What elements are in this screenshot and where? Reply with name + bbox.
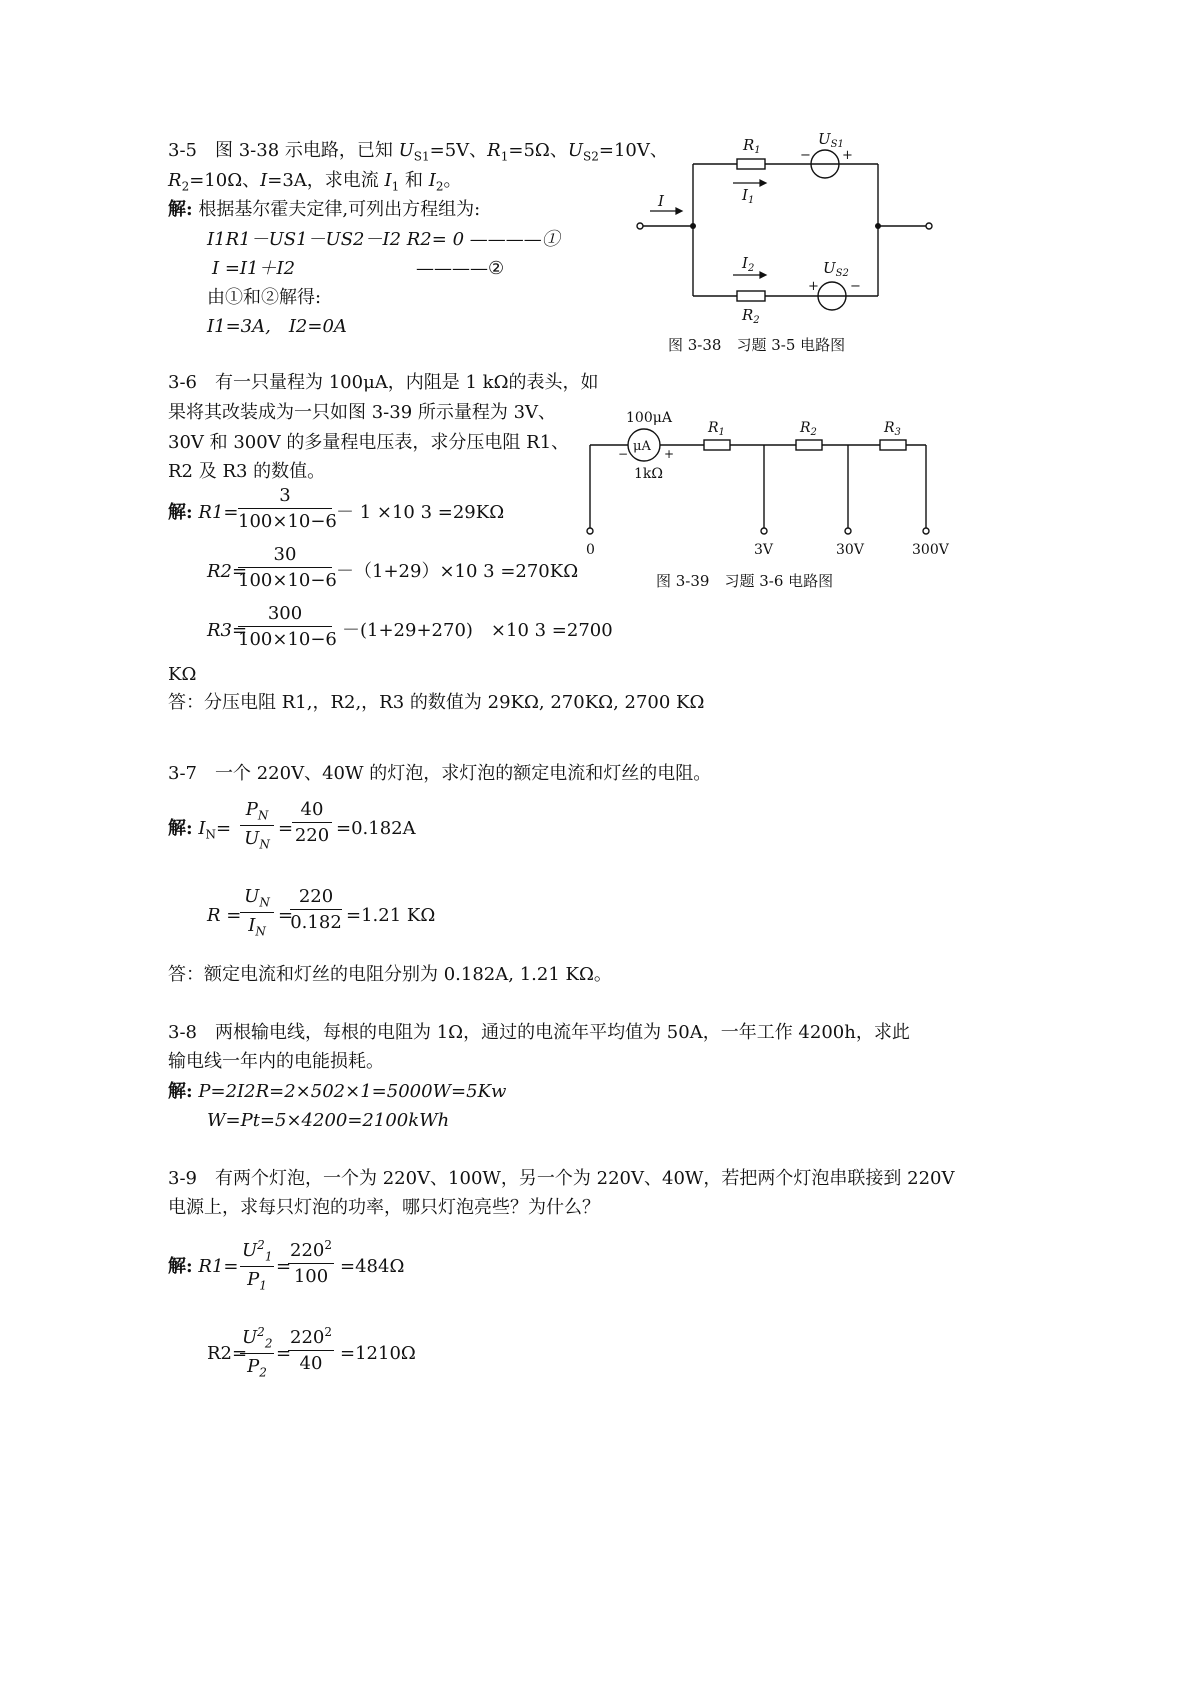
label-r3: $R_3$	[884, 420, 901, 438]
label-us1: $U_{S1}$	[818, 130, 844, 150]
resistor-r2	[796, 440, 822, 450]
equals-sign: =	[278, 818, 294, 839]
r2-result-1210: =1210Ω	[340, 1343, 416, 1364]
sign-us1-minus: −	[800, 148, 811, 163]
resistor-r2	[737, 291, 765, 301]
meter-symbol: μA	[633, 439, 651, 454]
problem-3-5-equation-1: I1R1－US1－US2－I2 R2= 0 ————①	[207, 229, 560, 250]
problem-3-8-solution: 解: P=2I2R=2×502×1=5000W=5Kw	[168, 1081, 507, 1102]
meter-resistance-label: 1kΩ	[634, 466, 663, 482]
problem-3-7-solution-label: 解: $I_N=$	[168, 818, 232, 842]
problem-3-5-line1: 3-5 图 3-38 示电路，已知 $U_{S1}=5V$、$R_1=5\Omega$、$U_{S2}=10V$、	[168, 140, 668, 164]
fraction-r1: 3 100×10−6	[238, 485, 337, 532]
label-us2: $U_{S2}$	[823, 259, 849, 279]
figure-3-38-caption: 图 3-38 习题 3-5 电路图	[668, 336, 846, 354]
problem-3-9-line1: 3-9 有两个灯泡，一个为 220V、100W，另一个为 220V、40W，若把两个灯泡串联接到 220V	[168, 1168, 955, 1189]
problem-3-5-equation-2-tag: ————②	[416, 258, 505, 279]
fraction-pn-un: $P_N$ $U_N$	[240, 801, 274, 850]
problem-3-8-line1: 3-8 两根输电线，每根的电阻为 1Ω，通过的电流年平均值为 50A，一年工作 4200h，求此	[168, 1022, 910, 1043]
problem-3-5-result-intro: 由①和②解得:	[207, 287, 322, 308]
fraction-u1sq-p1: $U^2_1$ $P_1$	[242, 1238, 273, 1293]
problem-3-5-solution-intro: 解: 根据基尔霍夫定律,可列出方程组为:	[168, 199, 481, 220]
r2-result: －（1+29）×10 3 =270KΩ	[336, 561, 579, 582]
equals-sign: =	[278, 905, 294, 926]
fraction-u2sq-p2: $U^2_2$ $P_2$	[242, 1325, 273, 1380]
meter-plus: +	[664, 447, 675, 461]
r-result: =1.21 KΩ	[346, 905, 436, 926]
r2-lhs: R2=	[207, 561, 248, 582]
meter-range-label: 100μA	[626, 410, 672, 426]
problem-3-5-result: I1=3A, I2=0A	[207, 316, 347, 337]
equals-sign: =	[276, 1256, 292, 1277]
resistor-r1	[737, 159, 765, 169]
r2-lhs-3-9: R2=	[207, 1343, 248, 1364]
fraction-220sq-40: $220^2$ 40	[290, 1325, 332, 1374]
sign-us2-minus: −	[850, 279, 861, 294]
figure-3-39-caption: 图 3-39 习题 3-6 电路图	[656, 572, 834, 590]
fraction-220-0182: 220 0.182	[290, 886, 342, 933]
fraction-40-220: 40 220	[292, 801, 332, 845]
problem-3-5-line2: $R_2=10\Omega$、I=3A，求电流 $I_1$ 和 $I_2$。	[168, 170, 462, 194]
problem-3-7-line1: 3-7 一个 220V、40W 的灯泡，求灯泡的额定电流和灯丝的电阻。	[168, 763, 712, 784]
figure-3-38-circuit	[630, 128, 950, 328]
problem-3-6-line3: 30V 和 300V 的多量程电压表，求分压电阻 R1、	[168, 432, 570, 453]
problem-3-5-equation-2: I =I1＋I2	[212, 258, 296, 279]
problem-3-6-answer: 答：分压电阻 R1,，R2,，R3 的数值为 29KΩ, 270KΩ, 2700 KΩ	[168, 692, 705, 713]
label-r1: $R_1$	[708, 420, 725, 438]
problem-3-6-solution-label: 解: R1=	[168, 502, 239, 523]
resistor-r1	[704, 440, 730, 450]
label-i1: $I_1$	[742, 186, 755, 206]
label-r2: $R_2$	[742, 306, 760, 326]
problem-3-6-line4: R2 及 R3 的数值。	[168, 461, 326, 482]
terminal-0: 0	[586, 542, 595, 558]
problem-3-8-line2: 输电线一年内的电能损耗。	[168, 1051, 384, 1072]
label-i2: $I_2$	[742, 254, 755, 274]
terminal-3v: 3V	[754, 542, 774, 558]
r1-result-484: =484Ω	[340, 1256, 405, 1277]
fraction-r2: 30 100×10−6	[238, 544, 337, 591]
r3-result: －(1+29+270) ×10 3 =2700	[342, 620, 613, 641]
equals-sign: =	[276, 1343, 292, 1364]
problem-3-6-line1: 3-6 有一只量程为 100μA，内阻是 1 kΩ的表头，如	[168, 372, 599, 393]
problem-3-9-solution-label: 解: R1=	[168, 1256, 239, 1277]
r-lhs: R =	[207, 905, 242, 926]
r3-unit: KΩ	[168, 664, 197, 685]
figure-3-39-circuit	[580, 404, 960, 564]
sign-us2-plus: +	[808, 279, 819, 294]
terminal-300v: 300V	[912, 542, 949, 558]
problem-3-6-line2: 果将其改装成为一只如图 3-39 所示量程为 3V、	[168, 402, 557, 423]
label-i: I	[658, 192, 664, 210]
problem-3-7-answer: 答：额定电流和灯丝的电阻分别为 0.182A, 1.21 KΩ。	[168, 964, 612, 985]
in-result: =0.182A	[336, 818, 416, 839]
r3-lhs: R3=	[207, 620, 248, 641]
label-r2: $R_2$	[800, 420, 817, 438]
r1-result: － 1 ×10 3 =29KΩ	[336, 502, 505, 523]
resistor-r3	[880, 440, 906, 450]
label-r1: $R_1$	[743, 136, 761, 156]
fraction-un-in: $U_N$ $I_N$	[240, 888, 274, 937]
meter-minus: −	[618, 447, 629, 461]
fraction-r3: 300 100×10−6	[238, 603, 337, 650]
problem-3-8-energy: W=Pt=5×4200=2100kWh	[207, 1110, 450, 1131]
terminal-30v: 30V	[836, 542, 864, 558]
fraction-220sq-100: $220^2$ 100	[290, 1238, 332, 1287]
problem-3-9-line2: 电源上，求每只灯泡的功率，哪只灯泡亮些？为什么？	[168, 1197, 600, 1218]
sign-us1-plus: +	[842, 148, 853, 163]
